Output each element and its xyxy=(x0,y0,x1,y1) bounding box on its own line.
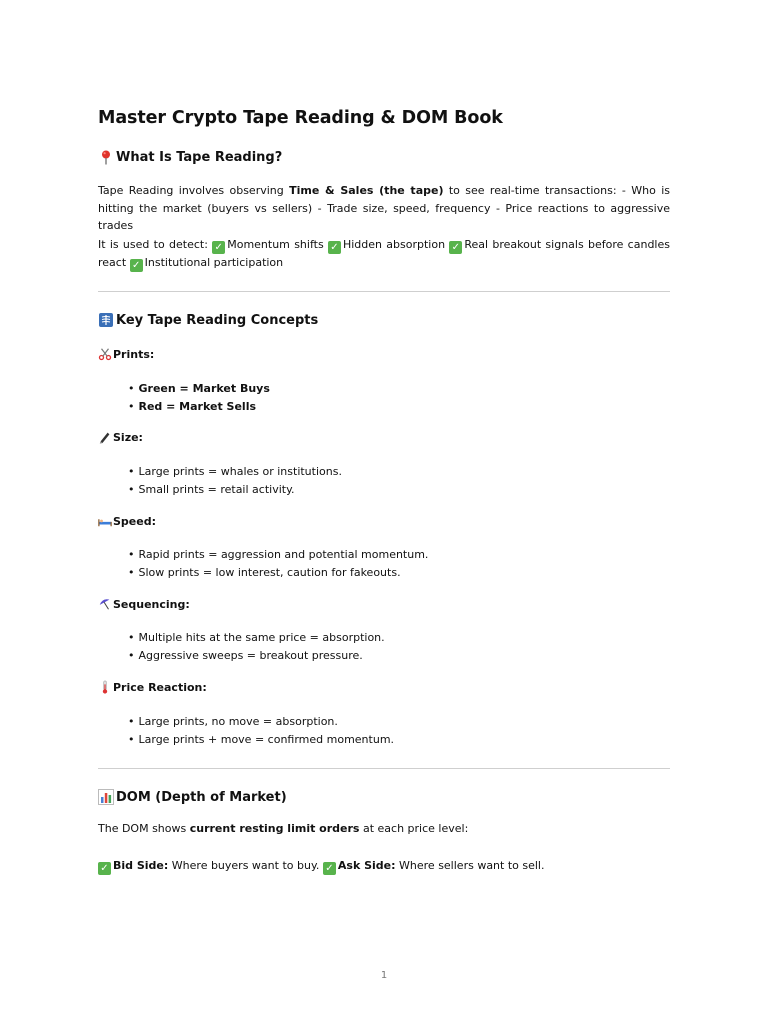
pin-icon xyxy=(98,149,114,165)
bar-chart-icon xyxy=(98,789,114,805)
list-prints xyxy=(128,380,270,416)
document-title: Master Crypto Tape Reading & DOM Book xyxy=(98,108,503,128)
list-price-reaction xyxy=(128,713,394,749)
list-item: • Rapid prints = aggression and potential momentum. xyxy=(128,546,428,564)
paragraph-bid-ask: ✓ Bid Side: Where buyers want to buy. ✓ Ask Side: Where sellers want to sell. xyxy=(98,859,544,875)
subheading-price-reaction: Price Reaction: xyxy=(98,680,207,694)
list-item: • Large prints, no move = absorption. xyxy=(128,713,394,731)
list-item: • Small prints = retail activity. xyxy=(128,481,342,499)
heading-what-is-tape-reading xyxy=(98,149,282,165)
list-sequencing xyxy=(128,629,385,665)
subheading-sequencing: Sequencing: xyxy=(98,597,190,611)
check-icon: ✓ xyxy=(449,241,462,254)
list-speed xyxy=(128,546,428,582)
check-icon: ✓ xyxy=(328,241,341,254)
paragraph-tape-reading-definition: Tape Reading involves observing Time & Sales (the tape) to see real-time transactions: - Who is hitting the market (buyers vs sellers) - Trade size, speed, frequency - Price reactions to aggressive trades xyxy=(98,184,670,232)
list-item: • Large prints + move = confirmed momentum. xyxy=(128,731,394,749)
xray-icon xyxy=(98,312,114,328)
heading-key-concepts xyxy=(98,312,318,328)
section-divider xyxy=(98,768,670,769)
check-icon: ✓ xyxy=(212,241,225,254)
list-item: • Multiple hits at the same price = absorption. xyxy=(128,629,385,647)
subheading-speed: Speed: xyxy=(98,514,156,528)
heading-text: DOM (Depth of Market) xyxy=(116,789,287,805)
paragraph-used-to-detect: It is used to detect: ✓ Momentum shifts ✓ Hidden absorption ✓ Real breakout signals before candles react ✓ Institutional participation xyxy=(98,238,670,271)
list-item: • Aggressive sweeps = breakout pressure. xyxy=(128,647,385,665)
heading-dom xyxy=(98,789,287,805)
subheading-size: Size: xyxy=(98,430,143,444)
check-icon: ✓ xyxy=(98,862,111,875)
pen-icon xyxy=(98,430,112,444)
list-item: • Green = Market Buys xyxy=(128,380,270,398)
scissors-icon xyxy=(98,347,112,361)
paragraph-dom-shows: The DOM shows current resting limit orders at each price level: xyxy=(98,822,469,835)
bed-icon xyxy=(98,514,112,528)
thermometer-icon xyxy=(98,680,112,694)
list-item: • Slow prints = low interest, caution for fakeouts. xyxy=(128,564,428,582)
check-icon: ✓ xyxy=(323,862,336,875)
subheading-prints: Prints: xyxy=(98,347,154,361)
heading-text: Key Tape Reading Concepts xyxy=(116,312,319,328)
list-item: • Large prints = whales or institutions. xyxy=(128,463,342,481)
umbrella-icon xyxy=(98,597,112,611)
check-icon: ✓ xyxy=(130,259,143,272)
section-divider xyxy=(98,291,670,292)
list-size xyxy=(128,463,342,499)
heading-text: What Is Tape Reading? xyxy=(116,149,283,165)
page-number: 1 xyxy=(380,970,388,981)
list-item: • Red = Market Sells xyxy=(128,398,270,416)
